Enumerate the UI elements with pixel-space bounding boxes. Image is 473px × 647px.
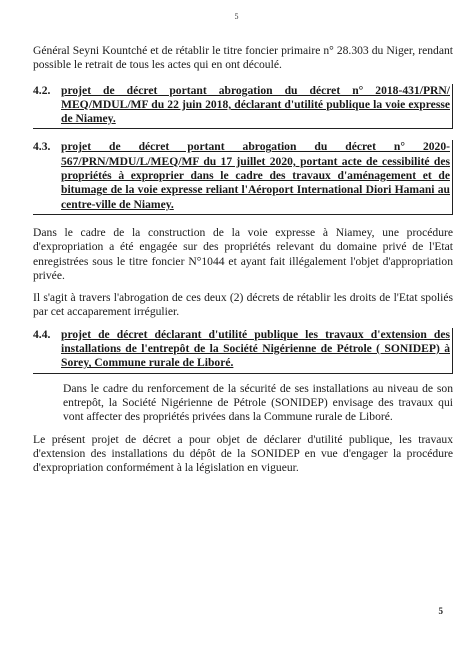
section-4-4 <box>33 328 453 374</box>
section-title: projet de décret portant abrogation du décret n° 2020-567/PRN/MDU/L/MEQ/MF du 17 juillet 2020, portant acte de cessibilité des propriétés à exproprier dans le cadre des travaux d'aménagement et de bitumage de la voie expresse reliant l'Aéroport International Diori Hamani au centre-ville de Niamey. <box>61 140 450 211</box>
section-4-2 <box>33 84 453 130</box>
section-number: 4.3. <box>33 140 51 154</box>
paragraph-intro: Général Seyni Kountché et de rétablir le titre foncier primaire n° 28.303 du Niger, rendant possible le retrait de tous les actes qui en ont découlé. <box>33 44 453 72</box>
section-title: projet de décret déclarant d'utilité publique les travaux d'extension des installations de l'entrepôt de la Société Nigérienne de Pétrole ( SONIDEP) à Sorey, Commune rurale de Liboré. <box>61 327 450 370</box>
section-title: projet de décret portant abrogation du décret n° 2018-431/PRN/ MEQ/MDUL/MF du 22 juin 2018, déclarant d'utilité publique la voie expresse de Niamey. <box>61 83 450 126</box>
paragraph-abrogation: Il s'agit à travers l'abrogation de ces deux (2) décrets de rétablir les droits de l'Etat spoliés par cet accaparement irrégulier. <box>33 291 453 319</box>
document-body <box>33 44 453 475</box>
paragraph-sonidep-context: Dans le cadre du renforcement de la sécurité de ses installations au niveau de son entrepôt, la Société Nigérienne de Pétrole (SONIDEP) envisage des travaux qui vont affecter des propriétés privées dans la Commune rurale de Liboré. <box>63 381 453 424</box>
section-4-3 <box>33 140 453 214</box>
paragraph-sonidep-objet: Le présent projet de décret a pour objet de déclarer d'utilité publique, les travaux d'extension des installations du dépôt de la SONIDEP en vue d'engager la procédure d'expropriation conformément à la législation en vigueur. <box>33 432 453 475</box>
page-number-top: 5 <box>234 12 239 21</box>
page-number-bottom: 5 <box>438 606 443 616</box>
paragraph-voie-expresse: Dans le cadre de la construction de la voie expresse à Niamey, une procédure d'expropriation a été engagée sur des propriétés relevant du domaine privé de l'Etat enregistrées sous le titre foncier N°1044 et ayant fait illégalement l'objet d'appropriation privée. <box>33 225 453 282</box>
section-number: 4.2. <box>33 83 51 97</box>
section-number: 4.4. <box>33 327 51 341</box>
